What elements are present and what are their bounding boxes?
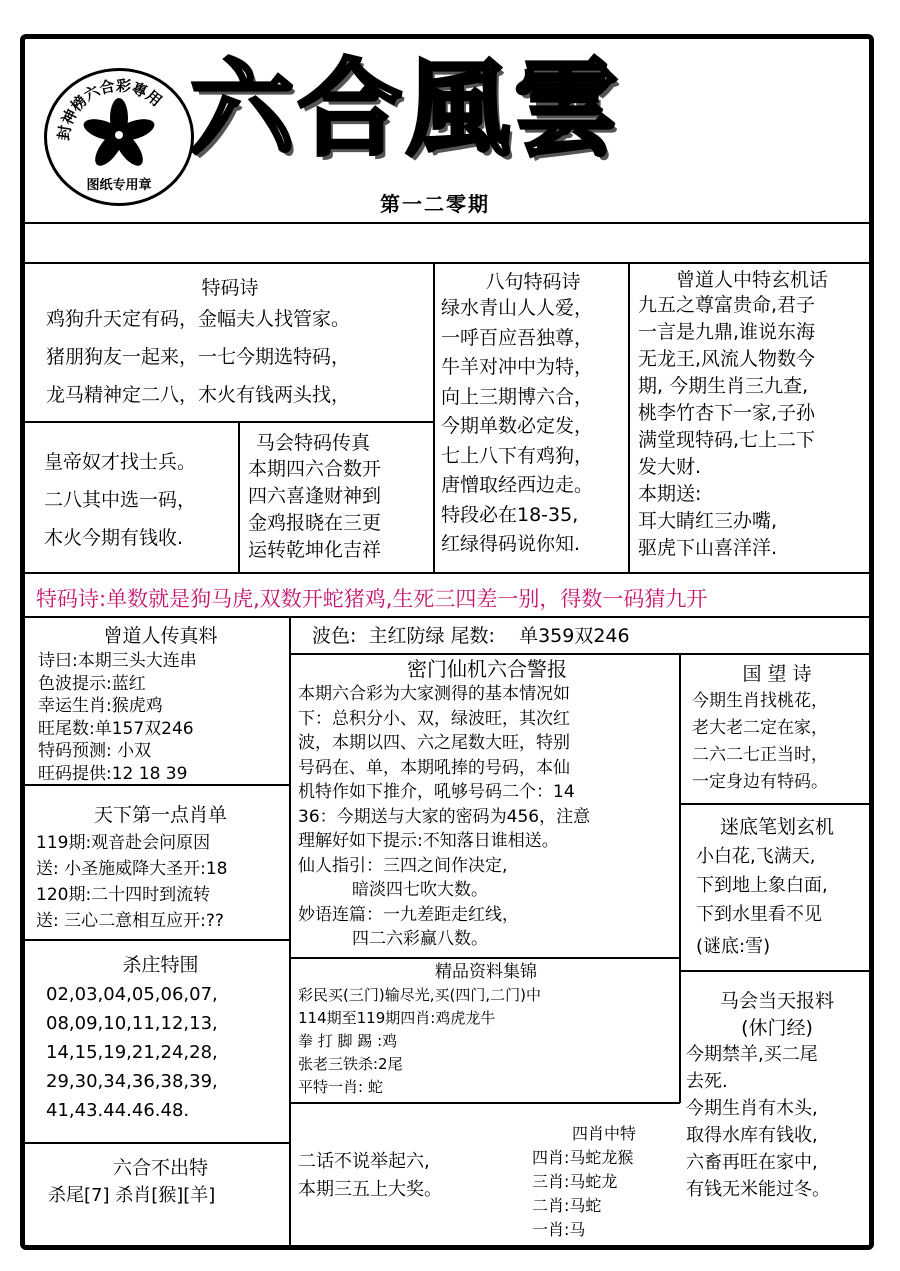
mystery-line: 耳大睛红三办嘴, — [638, 510, 778, 532]
divider — [290, 653, 870, 655]
section-title: 马会特码传真 — [256, 432, 371, 454]
alert-line: 妙语连篇：一九差距走红线， — [298, 904, 519, 925]
data-line: 张老三铁杀:2尾 — [298, 1055, 403, 1073]
fax-line: 运转乾坤化吉祥 — [248, 539, 382, 561]
alert-line: 36：今期送与大家的密码为456，注意 — [298, 806, 591, 827]
mystery-line: 一言是九鼎,谁说东海 — [638, 321, 816, 343]
section-zodiac-list — [32, 800, 289, 938]
section-title: 国 望 诗 — [742, 663, 812, 685]
section-subtitle: (休门经) — [741, 1017, 813, 1039]
stamp-bottom-text: 图纸专用章 — [86, 178, 152, 193]
section-emperor-poem — [44, 443, 238, 568]
poem-line: 红绿得码说你知. — [441, 533, 581, 555]
mystery-line: 驱虎下山喜洋洋. — [638, 537, 778, 559]
section-title: 曾道人中特玄机话 — [675, 269, 828, 291]
poem-line: 龙马精神定二八，木火有钱两头找， — [46, 384, 351, 406]
riddle-line: 下到地上象白面, — [696, 875, 828, 896]
poem-line: 七上八下有鸡狗， — [441, 444, 594, 467]
section-title: 杀庄特围 — [122, 954, 199, 976]
mystery-line: 无龙王,风流人物数今 — [638, 348, 816, 370]
section-eight-lines — [437, 270, 629, 570]
number-line: 08,09,10,11,12,13, — [46, 1013, 218, 1034]
section-horse-report — [682, 988, 872, 1208]
divider — [25, 1142, 290, 1144]
section-special-poem — [30, 276, 430, 421]
zodiac-pick-line: 三肖:马蛇龙 — [532, 1172, 618, 1191]
zodiac-pick-line: 二肖:马蛇 — [532, 1196, 602, 1215]
section-wave-color — [312, 620, 868, 652]
section-four-zodiac — [530, 1122, 680, 1246]
bauhinia-icon — [47, 71, 191, 203]
fax-line: 金鸡报晓在三更 — [248, 512, 382, 534]
words-line: 本期三五上大奖。 — [298, 1179, 442, 1200]
number-line: 02,03,04,05,06,07, — [46, 984, 218, 1005]
divider — [25, 262, 870, 264]
number-line: 41,43.44.46.48. — [46, 1100, 190, 1121]
alert-line: 四二六彩赢八数。 — [298, 929, 489, 949]
divider — [25, 572, 870, 574]
riddle-line: 小白花,飞满天, — [696, 846, 816, 867]
fax-line: 幸运生肖:猴虎鸡 — [38, 696, 163, 716]
fax-line: 四六喜逢财神到 — [248, 485, 382, 507]
divider — [25, 421, 435, 423]
divider — [680, 970, 870, 972]
section-horse-fax — [242, 430, 434, 570]
poem-line: 绿水青山人人爱， — [441, 297, 594, 319]
section-secret-alert — [294, 656, 680, 956]
alert-line: 波，本期以四、六之尾数大旺，特别 — [298, 733, 570, 753]
divider — [25, 616, 870, 618]
alert-line: 机特作如下推介，吼够号码二个：14 — [298, 782, 575, 802]
masthead-title: 六合風雲 — [190, 47, 623, 170]
no-show-line: 杀尾[7] 杀肖[猴][羊] — [48, 1185, 216, 1206]
section-title: 四肖中特 — [572, 1124, 637, 1143]
seal-stamp — [44, 68, 194, 206]
alert-line: 下：总积分小、双，绿波旺，其次红 — [298, 708, 570, 729]
report-line: 有钱无米能过冬。 — [686, 1179, 830, 1200]
section-riddle — [684, 812, 870, 968]
alert-line: 理解好如下提示:不知落日谁相送。 — [298, 831, 559, 851]
alert-line: 仙人指引：三四之间作决定, — [298, 855, 508, 876]
wave-color-text: 波色: 主红防绿 尾数: 单359双246 — [312, 625, 630, 647]
fax-line: 色波提示:蓝红 — [38, 673, 146, 694]
divider — [680, 803, 870, 805]
alert-line: 本期六合彩为大家测得的基本情况如 — [298, 684, 570, 704]
report-line: 六畜再旺在家中, — [686, 1152, 818, 1173]
fax-line: 本期四六合数开 — [248, 458, 382, 480]
mystery-line: 满堂现特码,七上二下 — [638, 429, 816, 451]
mystery-line: 发大财. — [638, 456, 702, 478]
divider — [238, 421, 240, 572]
poem-line: 木火今期有钱收. — [44, 527, 184, 549]
zodiac-line: 送: 三心二意相互应开:?? — [36, 911, 224, 931]
section-title: 迷底笔划玄机 — [719, 816, 834, 838]
stamp-ring-text: 封神榜六合彩專用 — [54, 76, 166, 142]
zodiac-pick-line: 一肖:马 — [532, 1220, 586, 1239]
mystery-line: 期, 今期生肖三九查, — [638, 375, 809, 397]
fax-line: 特码预测: 小双 — [38, 741, 152, 761]
section-title: 马会当天报料 — [719, 990, 834, 1012]
report-line: 取得水库有钱收, — [686, 1125, 818, 1146]
divider — [25, 222, 870, 224]
zodiac-line: 119期:观音赴会问原因 — [36, 833, 211, 853]
zodiac-pick-line: 四肖:马蛇龙猴 — [532, 1148, 634, 1167]
data-line: 拳 打 脚 踢 :鸡 — [298, 1032, 398, 1050]
number-line: 29,30,34,36,38,39, — [46, 1071, 218, 1092]
alert-line: 号码在、单，本期吼捧的号码，本仙 — [298, 757, 570, 778]
poem-line: 一呼百应吾独尊， — [441, 326, 594, 349]
section-title: 精品资料集锦 — [435, 962, 537, 982]
poem-line: 唐憎取经西边走。 — [441, 474, 594, 496]
section-two-words — [298, 1148, 528, 1208]
zodiac-line: 送: 小圣施威降大圣开:18 — [36, 859, 228, 879]
section-guowang-poem — [684, 660, 870, 802]
section-no-show — [32, 1154, 289, 1214]
section-zeng-mystery — [632, 268, 872, 572]
words-line: 二话不说举起六, — [298, 1151, 430, 1172]
mystery-line: 桃李竹杏下一家,子孙 — [638, 402, 816, 424]
divider — [290, 1102, 680, 1104]
section-selected-data — [294, 960, 678, 1100]
poem-line: 一定身边有特码。 — [692, 772, 828, 792]
section-title: 六合不出特 — [112, 1157, 208, 1179]
poem-line: 二六二七正当时， — [692, 745, 828, 765]
divider — [290, 957, 680, 959]
fax-line: 旺码提供:12 18 39 — [38, 763, 188, 784]
report-line: 今期生肖有木头, — [686, 1098, 818, 1119]
section-zeng-fax — [32, 622, 289, 784]
section-title: 密门仙机六合警报 — [407, 657, 567, 681]
riddle-answer: (谜底:雪) — [696, 936, 771, 957]
fax-line: 诗曰:本期三头大连串 — [38, 651, 197, 671]
banner-special-poem: 特码诗:单数就是狗马虎,双数开蛇猪鸡,生死三四差一别，得数一码猜九开 — [36, 587, 708, 611]
divider — [25, 784, 290, 786]
poem-line: 猪朋狗友一起来，一七今期选特码， — [46, 346, 351, 368]
mystery-line: 本期送: — [638, 483, 702, 505]
section-title: 曾道人传真料 — [103, 625, 218, 647]
riddle-line: 下到水里看不见 — [696, 904, 822, 925]
data-line: 彩民买(三门)输尽光,买(四门,二门)中 — [298, 986, 541, 1004]
poem-line: 老大老二定在家， — [692, 718, 828, 738]
divider — [25, 939, 290, 941]
poem-line: 特段必在18-35, — [441, 503, 579, 526]
section-title: 天下第一点肖单 — [93, 804, 227, 826]
data-line: 114期至119期四肖:鸡虎龙牛 — [298, 1009, 496, 1027]
section-title: 八句特码诗 — [485, 271, 581, 293]
mystery-line: 九五之尊富贵命,君子 — [638, 294, 816, 316]
fax-line: 旺尾数:单157双246 — [38, 718, 194, 739]
poem-line: 向上三期博六合， — [441, 385, 594, 408]
poem-line: 今期生肖找桃花， — [692, 691, 828, 711]
section-kill-numbers — [32, 950, 289, 1140]
report-line: 去死. — [686, 1071, 728, 1092]
data-line: 平特一肖: 蛇 — [298, 1078, 383, 1096]
poem-line: 鸡狗升天定有码，金幅夫人找管家。 — [46, 308, 351, 330]
section-title: 特码诗 — [201, 277, 259, 299]
poem-line: 二八其中选一码， — [44, 489, 197, 511]
report-line: 今期禁羊,买二尾 — [686, 1044, 818, 1065]
poem-line: 皇帝奴才找士兵。 — [44, 451, 197, 473]
zodiac-line: 120期:二十四时到流转 — [36, 885, 211, 905]
alert-line: 暗淡四七吹大数。 — [298, 880, 489, 900]
number-line: 14,15,19,21,24,28, — [46, 1042, 218, 1063]
poem-line: 今期单数必定发， — [441, 415, 594, 437]
issue-number: 第一二零期 — [380, 192, 490, 216]
poem-line: 牛羊对冲中为特， — [441, 356, 594, 378]
divider — [289, 616, 291, 1246]
